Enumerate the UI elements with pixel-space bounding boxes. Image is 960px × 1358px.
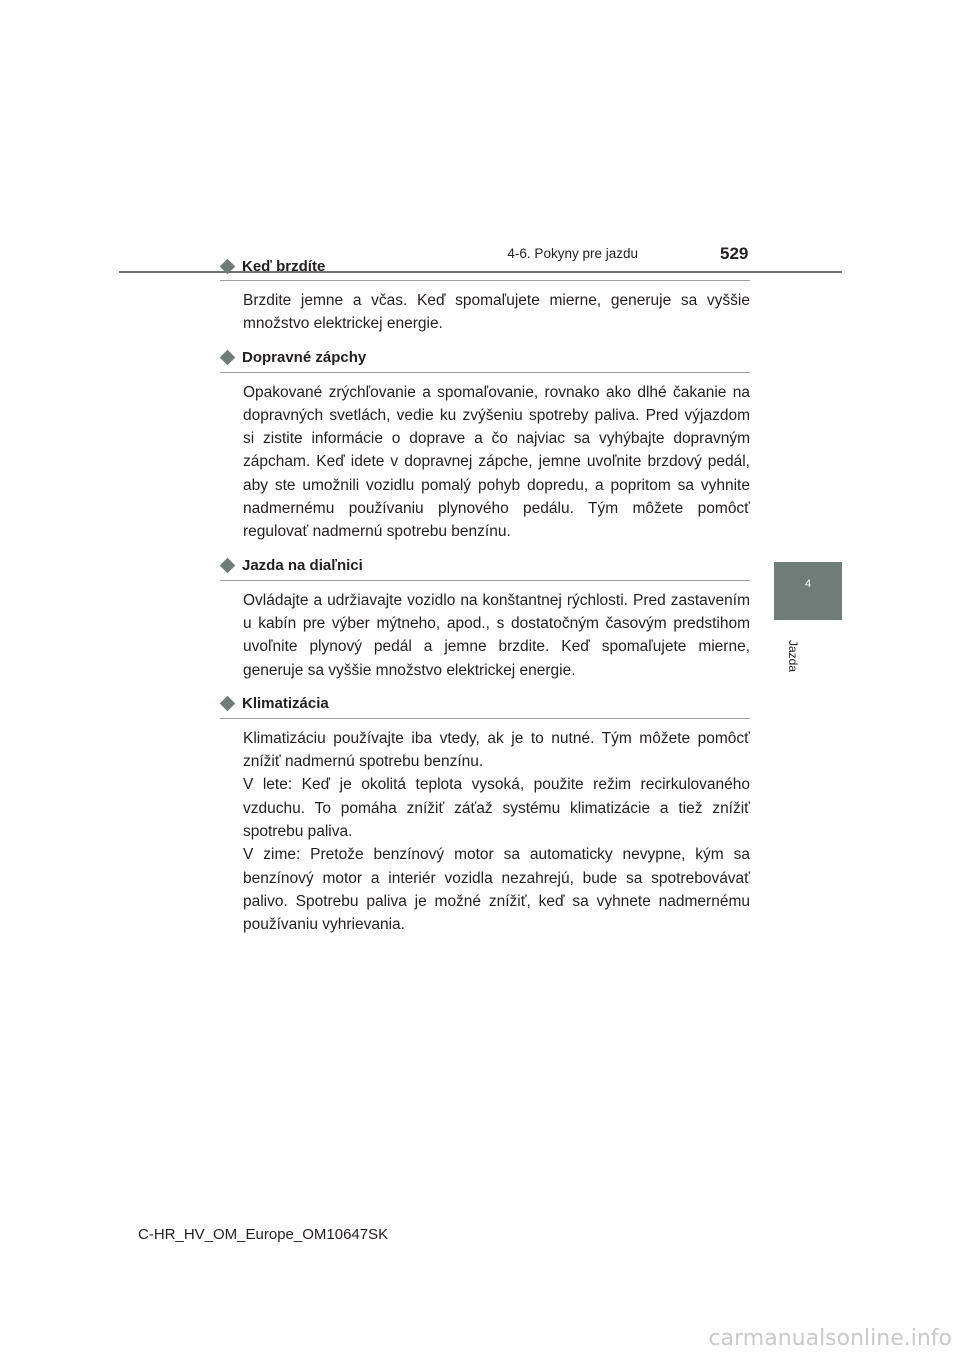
section-braking	[220, 256, 750, 336]
chapter-tab: 4	[774, 562, 842, 620]
paragraph: Brzdite jemne a včas. Keď spomaľujete mierne, generuje sa vyššie množstvo elektrickej energie.	[243, 292, 750, 333]
section-heading	[220, 694, 750, 719]
section-body	[243, 589, 750, 682]
watermark: carmanualsonline.info	[708, 1326, 952, 1351]
section-body	[243, 381, 750, 544]
diamond-bullet-icon	[220, 558, 236, 574]
diamond-bullet-icon	[220, 696, 236, 712]
section-heading-text: Klimatizácia	[242, 695, 329, 713]
section-title: 4-6. Pokyny pre jazdu	[507, 246, 638, 261]
section-traffic-jams	[220, 348, 750, 544]
section-heading-text: Jazda na diaľnici	[242, 557, 363, 575]
paragraph: Klimatizáciu používajte iba vtedy, ak je to nutné. Tým môžete pomôcť znížiť nadmernú spotrebu benzínu.	[243, 729, 750, 771]
page-number: 529	[720, 244, 749, 263]
section-highway	[220, 556, 750, 682]
section-body	[243, 289, 750, 336]
page-content	[220, 256, 750, 949]
paragraph: Ovládajte a udržiavajte vozidlo na konštantnej rýchlosti. Pred zastavením u kabín pre výber mýtneho, apod., s dostatočným časovým predstihom uvoľnite plynový pedál a jemne brzdite. Keď spomaľujete mierne, generuje sa vyššie množstvo elektrickej energie.	[243, 591, 750, 679]
section-heading-text: Dopravné zápchy	[242, 349, 367, 367]
section-body	[243, 727, 750, 937]
section-heading	[220, 556, 750, 581]
diamond-bullet-icon	[220, 350, 236, 366]
section-heading	[220, 348, 750, 373]
diamond-bullet-icon	[220, 258, 236, 274]
paragraph: Opakované zrýchľovanie a spomaľovanie, rovnako ako dlhé čakanie na dopravných svetlách, vedie ku zvýšeniu spotreby paliva. Pred výjazdom si zistite informácie o doprave a čo najviac sa vyhýbajte dopravným zápcham. Keď idete v dopravnej zápche, jemne uvoľnite brzdový pedál, aby ste umožnili vozidlu pomalý pohyb dopredu, a popritom sa vyhnite nadmernému používaniu plynového pedálu. Tým môžete pomôcť regulovať nadmernú spotrebu benzínu.	[243, 383, 750, 541]
paragraph: V lete: Keď je okolitá teplota vysoká, použite režim recirkulovaného vzduchu. To pomáha znížiť záťaž systému klimatizácie a tiež znížiť spotrebu paliva.	[243, 776, 750, 841]
section-heading	[220, 256, 750, 281]
section-heading-text: Keď brzdíte	[242, 257, 326, 275]
document-code: C-HR_HV_OM_Europe_OM10647SK	[138, 1226, 389, 1243]
chapter-label	[779, 626, 807, 686]
section-air-conditioning	[220, 694, 750, 937]
paragraph: V zime: Pretože benzínový motor sa automaticky nevypne, kým sa benzínový motor a interiér vozidla nezahrejú, bude sa spotrebovávať palivo. Spotrebu paliva je možné znížiť, keď sa vyhnete nadmernému používaniu vyhrievania.	[243, 846, 750, 934]
chapter-label-text: Jazda	[786, 639, 800, 673]
